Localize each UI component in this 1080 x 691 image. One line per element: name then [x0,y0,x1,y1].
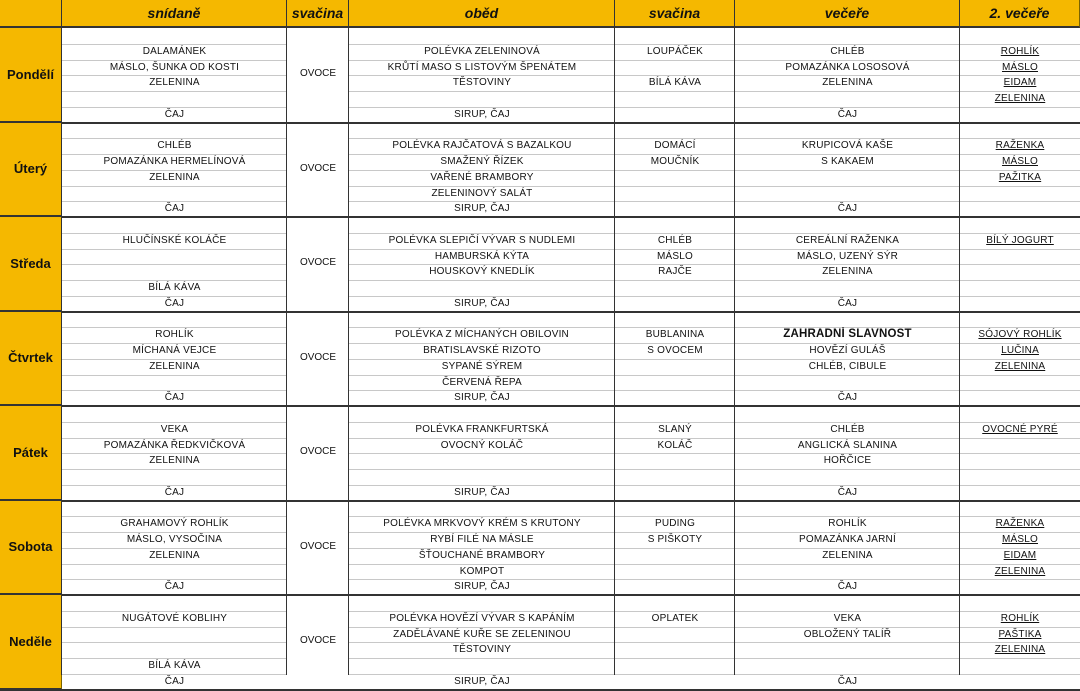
morning-snack-cell: OVOCE [299,162,337,174]
breakfast-item: ZELENINA [149,360,200,372]
lunch-item: POLÉVKA MRKVOVÝ KRÉM S KRUTONY [383,518,581,530]
morning-snack-cell: OVOCE [299,257,337,269]
second-dinner-item: ZELENINA [994,93,1046,104]
second-dinner-item: SÓJOVÝ ROHLÍK [978,329,1062,341]
breakfast-item: ZELENINA [149,549,200,561]
dinner-item: OBLOŽENÝ TALÍŘ [803,628,892,640]
column-divider [348,0,349,675]
breakfast-item: ZELENINA [149,77,200,89]
second-dinner-item: MÁSLO [1001,61,1038,73]
breakfast-item: ČAJ [164,203,185,215]
second-dinner-item: RAŽENKA [995,518,1045,530]
row-divider [349,658,1080,659]
lunch-item: SIRUP, ČAJ [454,392,510,404]
lunch-item: ŠŤOUCHANÉ BRAMBORY [418,549,546,561]
column-divider [614,0,615,675]
second-dinner-item: PAŽITKA [998,171,1042,183]
dinner-item: CEREÁLNÍ RAŽENKA [795,234,900,246]
header-breakfast: snídaně [62,0,287,28]
lunch-item: POLÉVKA SLEPIČÍ VÝVAR S NUDLEMI [388,234,576,246]
lunch-item: TĚSTOVINY [452,77,512,89]
second-dinner-item: ZELENINA [994,644,1046,656]
day-label: Sobota [0,501,62,596]
dinner-item: KRUPICOVÁ KAŠE [801,140,894,152]
row-divider [349,453,1080,454]
breakfast-item: POMAZÁNKA ŘEDKVIČKOVÁ [103,439,246,451]
row-divider [62,564,287,565]
header-dinner: večeře [735,0,960,28]
breakfast-item: NUGÁTOVÉ KOBLIHY [121,612,228,624]
breakfast-item: ZELENINA [149,455,200,467]
afternoon-snack-item: OPLATEK [651,612,699,624]
lunch-item: POLÉVKA FRANKFURTSKÁ [415,423,549,435]
second-dinner-item: ZELENINA [994,565,1046,577]
breakfast-item: MÍCHANÁ VEJCE [132,345,217,356]
second-dinner-item: LUČINA [1001,345,1039,356]
breakfast-item: ČAJ [164,581,185,593]
row-divider [62,469,287,470]
breakfast-item: MÁSLO, ŠUNKA OD KOSTI [109,61,240,73]
lunch-item: HAMBURSKÁ KÝTA [434,250,530,262]
header-snack-afternoon: svačina [615,0,735,28]
dinner-item: ČAJ [837,203,858,215]
lunch-item: KRŮTÍ MASO S LISTOVÝM ŠPENÁTEM [387,61,577,73]
lunch-item: TĚSTOVINY [452,644,512,656]
afternoon-snack-item: MOUČNÍK [650,156,700,167]
morning-snack-cell: OVOCE [299,351,337,363]
morning-snack-cell: OVOCE [299,635,337,647]
column-divider [286,0,287,675]
dinner-item: S KAKAEM [821,156,874,167]
morning-snack-cell: OVOCE [299,68,337,80]
dinner-item: ČAJ [837,108,858,120]
lunch-item: ČERVENÁ ŘEPA [442,376,522,388]
day-label: Čtvrtek [0,312,62,407]
lunch-item: POLÉVKA Z MÍCHANÝCH OBILOVIN [395,329,569,341]
morning-snack-cell: OVOCE [299,540,337,552]
lunch-item: SIRUP, ČAJ [454,297,510,309]
afternoon-snack-item: BUBLANINA [645,329,705,341]
row-divider [62,627,287,628]
breakfast-item: ZELENINA [149,171,200,183]
dinner-item: ČAJ [837,297,858,309]
dinner-item: CHLÉB [830,423,865,435]
column-divider [61,0,62,675]
header-snack-morning: svačina [287,0,349,28]
header-lunch: oběd [349,0,615,28]
breakfast-item: BÍLÁ KÁVA [148,660,201,671]
row-divider [62,375,287,376]
breakfast-item: MÁSLO, VYSOČINA [126,534,223,545]
dinner-item: ZELENINA [822,266,873,278]
breakfast-item: ČAJ [164,108,185,120]
second-dinner-item: ROHLÍK [1000,612,1040,624]
lunch-item: RYBÍ FILÉ NA MÁSLE [430,534,534,545]
lunch-item: BRATISLAVSKÉ RIZOTO [423,345,541,356]
lunch-item: SIRUP, ČAJ [454,675,510,687]
breakfast-item: POMAZÁNKA HERMELÍNOVÁ [103,156,246,167]
afternoon-snack-item: LOUPÁČEK [646,45,704,57]
breakfast-item: ČAJ [164,675,185,687]
lunch-item: HOUSKOVÝ KNEDLÍK [429,266,535,278]
day-label: Středa [0,217,62,312]
day-label: Úterý [0,123,62,218]
breakfast-item: HLUČÍNSKÉ KOLÁČE [122,234,227,246]
lunch-item: POLÉVKA ZELENINOVÁ [424,45,540,57]
dinner-item: ZAHRADNÍ SLAVNOST [783,328,912,341]
column-divider [734,0,735,675]
dinner-item: ZELENINA [822,549,873,561]
second-dinner-item: MÁSLO [1001,156,1038,167]
header-second-dinner: 2. večeře [960,0,1080,28]
breakfast-item: BÍLÁ KÁVA [148,282,201,293]
second-dinner-item: OVOCNÉ PYRÉ [982,423,1058,435]
second-dinner-item: BÍLÝ JOGURT [986,234,1054,246]
dinner-item: MÁSLO, UZENÝ SÝR [797,250,898,262]
afternoon-snack-item: MÁSLO [656,250,693,262]
afternoon-snack-item: SLANÝ [658,423,692,435]
dinner-item: POMAZÁNKA JARNÍ [799,534,896,545]
breakfast-item: VEKA [160,423,189,435]
breakfast-item: CHLÉB [157,140,192,152]
second-dinner-item: PAŠTIKA [998,628,1042,640]
dinner-item: ČAJ [837,581,858,593]
dinner-item: ZELENINA [822,77,873,89]
dinner-item: ANGLICKÁ SLANINA [797,439,898,451]
lunch-item: ZELENINOVÝ SALÁT [431,187,533,199]
breakfast-item: GRAHAMOVÝ ROHLÍK [120,518,229,530]
lunch-item: SMAŽENÝ ŘÍZEK [440,156,524,167]
dinner-item: HOŘČICE [823,455,872,467]
breakfast-item: ČAJ [164,392,185,404]
row-divider [62,186,287,187]
lunch-item: POLÉVKA RAJČATOVÁ S BAZALKOU [392,140,572,152]
dinner-item: HOVĚZÍ GULÁŠ [809,345,886,356]
afternoon-snack-item: DOMÁCÍ [654,140,696,152]
afternoon-snack-item: RAJČE [658,266,692,278]
dinner-item: ROHLÍK [828,518,867,530]
dinner-item: ČAJ [837,392,858,404]
dinner-item: POMAZÁNKA LOSOSOVÁ [785,61,910,73]
afternoon-snack-item: S PIŠKOTY [647,534,703,545]
lunch-item: SIRUP, ČAJ [454,581,510,593]
row-divider [349,469,1080,470]
lunch-item: SIRUP, ČAJ [454,203,510,215]
row-divider [62,264,287,265]
row-divider [62,642,287,643]
dinner-item: VEKA [833,612,862,624]
second-dinner-item: MÁSLO [1001,534,1038,545]
day-label: Pátek [0,406,62,501]
header-corner [0,0,62,28]
second-dinner-item: EIDAM [1003,77,1037,89]
dinner-item: ČAJ [837,486,858,498]
afternoon-snack-item: S OVOCEM [647,345,703,356]
morning-snack-cell: OVOCE [299,446,337,458]
row-divider [62,91,287,92]
day-label: Pondělí [0,28,62,123]
second-dinner-item: RAŽENKA [995,140,1045,152]
breakfast-item: ČAJ [164,486,185,498]
lunch-item: POLÉVKA HOVĚZÍ VÝVAR S KAPÁNÍM [389,612,575,624]
dinner-item: CHLÉB [830,45,865,57]
second-dinner-item: EIDAM [1003,549,1037,561]
lunch-item: VAŘENÉ BRAMBORY [430,171,534,183]
dinner-item: CHLÉB, CIBULE [808,360,887,372]
row-divider [349,280,1080,281]
breakfast-item: ČAJ [164,297,185,309]
second-dinner-item: ROHLÍK [1000,45,1040,57]
breakfast-item: DALAMÁNEK [142,45,207,57]
day-label: Neděle [0,595,62,690]
afternoon-snack-item: PUDING [654,518,696,530]
row-divider [62,249,287,250]
lunch-item: KOMPOT [459,565,505,577]
lunch-item: SYPANÉ SÝREM [441,360,523,372]
column-divider [959,0,960,675]
afternoon-snack-item: KOLÁČ [657,439,693,451]
lunch-item: SIRUP, ČAJ [454,108,510,120]
afternoon-snack-item: BÍLÁ KÁVA [648,77,702,89]
afternoon-snack-item: CHLÉB [657,234,693,246]
dinner-item: ČAJ [837,675,858,687]
lunch-item: OVOCNÝ KOLÁČ [440,439,524,451]
lunch-item: ZADĚLÁVANÉ KUŘE SE ZELENINOU [393,628,571,640]
second-dinner-item: ZELENINA [994,360,1046,372]
breakfast-item: ROHLÍK [155,329,194,341]
lunch-item: SIRUP, ČAJ [454,486,510,498]
